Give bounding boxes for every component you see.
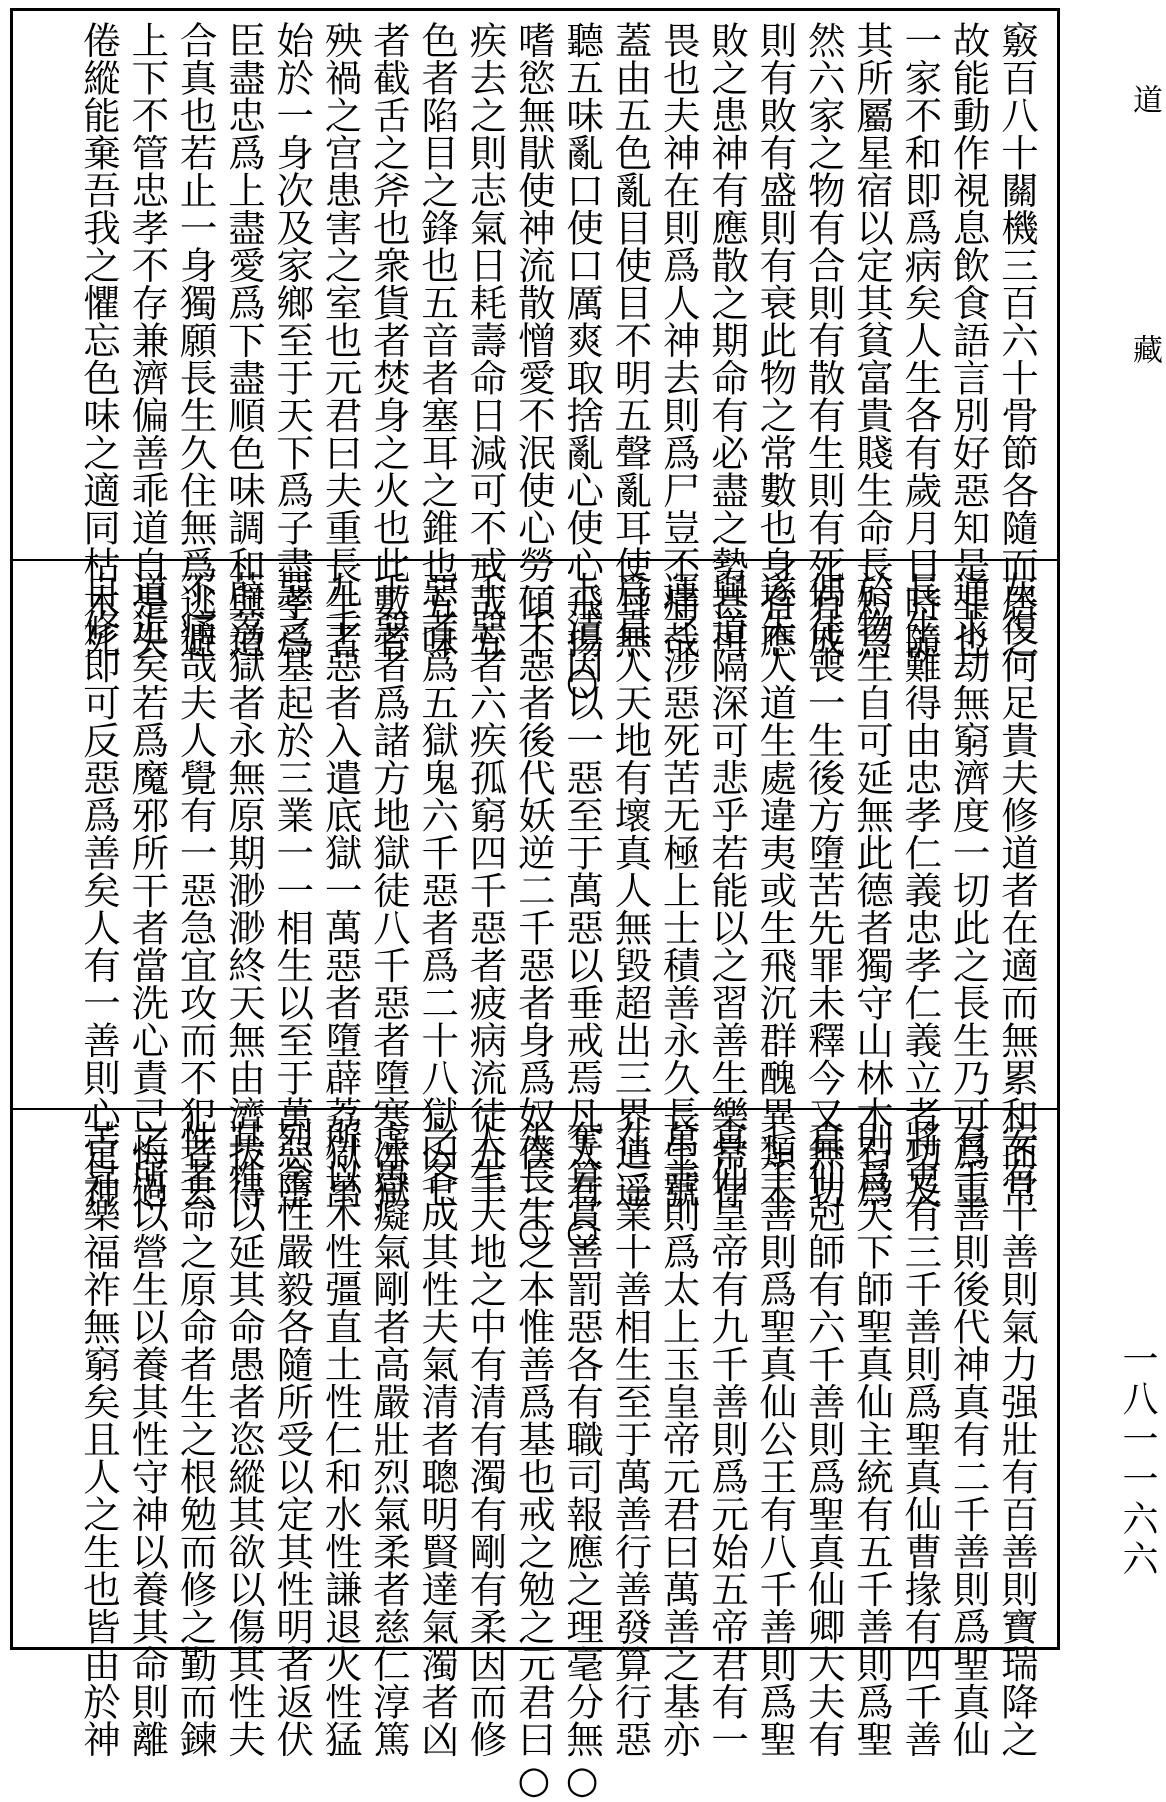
text-column: 上清因以一惡至于萬惡以垂戒焉凡人有○ [560, 571, 605, 1253]
text-column: 長生難得由忠孝仁義忠孝仁義立者功及 [898, 571, 943, 1209]
column-group [77, 571, 1039, 1253]
page-frame [10, 8, 1060, 1802]
text-column: 灰復何足貴夫修道者在適而無累和而常 [994, 571, 1039, 1209]
text-column: 千惡者爲諸方地獄徒八千惡者墮寒冰獄 [366, 571, 411, 1209]
text-column: 九千惡者入遣底獄一萬惡者墮薜荔獄萬 [318, 571, 363, 1209]
text-column: 與道隔深可悲乎若能以之習善生樂常存 [705, 571, 750, 1209]
text-column: 之所以營生以養其性守神以養其命則離 [125, 1120, 170, 1758]
text-column: 性者命之原命者生之根勉而修之勤而鍊 [173, 1120, 218, 1758]
text-column: 臣盡忠爲上盡愛爲下盡順色味調和與道 [221, 21, 266, 659]
text-column: 則有敗有盛則有衰此物之常數也身有應 [753, 21, 798, 659]
text-column: 嗜慾無猒使神流散憎愛不泯使心勞傾不 [511, 21, 556, 659]
text-column: 之各成其性夫氣清者聰明賢達氣濁者凶 [415, 1120, 460, 1758]
text-column: 虐愚癡氣剛者高嚴壯烈氣柔者慈仁淳篤 [366, 1120, 411, 1758]
text-column: 安有十善則氣力强壯有百善則寶瑞降之 [994, 1120, 1039, 1758]
text-column: 運之涉惡死苦无極上士積善永久長生號 [656, 571, 701, 1209]
text-column: 不痛哉夫人覺有一惡急宜攻而不犯者去 [173, 571, 218, 1209]
side-title: 道藏 [1127, 84, 1162, 584]
text-column: 千惡者六疾孤窮四千惡者疲病流徒五千 [463, 571, 508, 1209]
text-band-top [13, 11, 1057, 703]
text-column: 所以木性彊直土性仁和水性謙退火性猛 [318, 1120, 363, 1758]
text-column: 竅百八十關機三百六十骨節各隨而居之 [994, 21, 1039, 659]
text-column: 倦縱能棄吾我之懼忘色味之適同枯木死 [77, 21, 121, 659]
text-column: 遂失人道生處違夷或生飛沉群醜異類未 [753, 571, 798, 1209]
text-column: 失長生之本惟善爲基也戒之勉之元君曰○ [511, 1120, 556, 1802]
text-column: 真仙皇帝有九千善則爲元始五帝君有一 [705, 1120, 750, 1758]
text-column: 然六家之物有合則有散有生則有死有成 [801, 21, 846, 659]
text-column: 通求劫無窮濟度一切此之長生乃可爲重 [946, 571, 991, 1209]
text-column: 烈金性嚴毅各隨所受以定其性明者返伏 [270, 1120, 315, 1758]
column-group [77, 21, 1039, 703]
text-column: 色者陷目之鋒也五音者塞耳之錐也五味 [415, 21, 460, 659]
text-column: 疾去之則志氣日耗壽命日減可不戒哉五 [463, 21, 508, 659]
text-column: 始於一身次及家鄉至于天下爲子盡孝爲 [270, 21, 315, 659]
text-column: 奪算賞善罰惡各有職司報應之理毫分無○ [560, 1120, 605, 1802]
text-column: 人生天地之中有清有濁有剛有柔因而修 [463, 1120, 508, 1758]
text-column: 自修即可反惡爲善矣人有一善則心定神 [77, 571, 121, 1209]
text-column: 其所屬星宿以定其貧富貴賤生命長短焉 [850, 21, 894, 659]
text-column: 將吏有三千善則爲聖真仙曹掾有四千善 [898, 1120, 943, 1758]
text-column: 合真也若止一身獨願長生久住無爲逃避 [173, 21, 218, 659]
column-group [77, 1120, 1039, 1802]
text-band-bottom [13, 1108, 1057, 1802]
text-column: 有千善則後代神真有二千善則爲聖真仙 [946, 1120, 991, 1758]
text-column: 一千惡者後代妖逆二千惡者身爲奴僕三○ [511, 571, 556, 1253]
text-column: 於物生自可延無此德者獨守山林木石爲 [850, 571, 894, 1209]
text-column: 則爲天下師聖真仙主統有五千善則爲聖 [850, 1120, 894, 1758]
text-column: 七千善則爲聖真仙公王有八千善則爲聖 [753, 1120, 798, 1758]
text-column: 爲真人天地有壞真人無毀超出三界逍遥 [608, 571, 653, 1209]
text-column: 故能動作視息飲食語言別好惡知是非也 [946, 21, 991, 659]
text-column: 薜荔獄者永無原期渺渺終天無由濟拔得 [221, 571, 266, 1209]
text-column: 者截舌之斧也衆貨者焚身之火也此數者 [366, 21, 411, 659]
page-number: 一八一一六六 [1117, 1340, 1158, 1580]
text-column: 其性以延其命愚者恣縱其欲以傷其性夫 [221, 1120, 266, 1758]
text-column: 一家不和即爲病矣人生各有歲月日時隨 [898, 21, 943, 659]
text-column: 真仙尅師有六千善則爲聖真仙卿大夫有 [801, 1120, 846, 1758]
text-column: 苦昇樂福祚無窮矣且人之生也皆由於神 [77, 1120, 121, 1758]
text-column: 萬善則爲太上玉皇帝元君曰萬善之基亦 [656, 1120, 701, 1758]
text-column: 偶徒喪一生後方墮苦先罪未釋今又無功 [801, 571, 846, 1209]
text-column: 惡者爲五獄鬼六千惡者爲二十八獄囚七 [415, 571, 460, 1209]
text-column: 敗之患神有應散之期命有必盡之勢甚可 [705, 21, 750, 659]
text-column: 畏也夫神在則爲人神去則爲尸豈不痛哉 [656, 21, 701, 659]
text-band-middle [13, 559, 1057, 1253]
text-column: 惡之基起於三業一一相生以至于萬惡墮 [270, 571, 315, 1209]
text-column: 殃禍之宫患害之室也元君曰夫重長生者 [318, 21, 363, 659]
text-column: 上下不管忠孝不存兼濟偏善乖道自是失 [125, 21, 170, 659]
text-column: 蓋由五色亂目使目不明五聲亂耳使耳無 [608, 21, 653, 659]
text-column: 聽五味亂口使口厲爽取捨亂心使心飛揚○ [560, 21, 605, 703]
text-column: 道近矣若爲魔邪所干者當洗心責己悔過 [125, 571, 170, 1209]
text-column: 在三業十善相生至于萬善行善發算行惡 [608, 1120, 653, 1758]
